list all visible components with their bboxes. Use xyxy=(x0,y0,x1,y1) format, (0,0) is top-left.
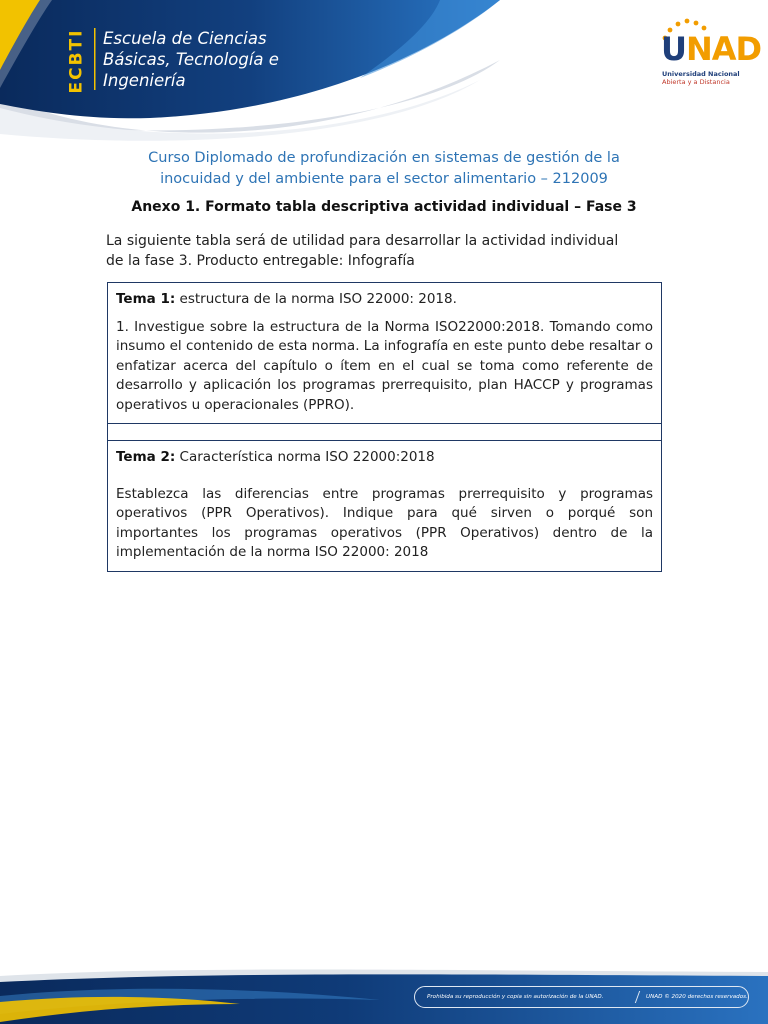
logo-subtitle-line-2: Abierta y a Distancia xyxy=(662,78,730,86)
footer-notice-pill xyxy=(414,986,749,1008)
annex-title: Anexo 1. Formato tabla descriptiva actividad individual – Fase 3 xyxy=(131,199,637,215)
unad-logo xyxy=(655,18,762,90)
course-title xyxy=(100,148,668,190)
logo-subtitle-line-1: Universidad Nacional xyxy=(662,70,740,78)
intro-line-2: de la fase 3. Producto entregable: Infografía xyxy=(106,253,415,269)
logo-subtitle xyxy=(662,70,740,86)
school-name-line-3: Ingeniería xyxy=(103,71,186,90)
topic-1-body: 1. Investigue sobre la estructura de la Norma ISO22000:2018. Tomando como insumo el contenido de esta norma. La infografía en este punto debe resaltar o enfatizar acerca del capítulo o ítem en el cual se toma como referente de desarrollo y aplicación los programas prerrequisito, plan HACCP y programas operativos u operacionales (PPRO). xyxy=(116,318,653,413)
school-name xyxy=(103,28,279,91)
topic-2-title: Característica norma ISO 22000:2018 xyxy=(175,449,435,465)
table-spacer-row xyxy=(108,423,661,440)
topic-cell-2 xyxy=(108,440,661,571)
topic-1-label: Tema 1: xyxy=(116,291,176,307)
topic-1-title: estructura de la norma ISO 22000: 2018. xyxy=(175,291,457,307)
topic-2-label: Tema 2: xyxy=(116,449,176,465)
topics-table xyxy=(107,282,662,572)
topic-2-body: Establezca las diferencias entre programas prerrequisito y programas operativos (PPR Operativos). Indique para qué sirven o porqué son importantes los programas operativos (PPR Operativos) dentro de la implementación de la norma ISO 22000: 2018 xyxy=(116,485,653,560)
page-header xyxy=(0,0,768,145)
topic-1-heading xyxy=(116,290,653,310)
ecbti-vertical-label: ECBTI xyxy=(66,28,86,94)
school-name-line-1: Escuela de Ciencias xyxy=(103,29,267,48)
course-title-line-1: Curso Diplomado de profundización en sistemas de gestión de la xyxy=(148,150,620,166)
logo-wordmark: UNAD xyxy=(661,30,762,68)
topic-2-heading xyxy=(116,448,653,468)
intro-paragraph xyxy=(106,231,662,271)
intro-line-1: La siguiente tabla será de utilidad para desarrollar la actividad individual xyxy=(106,233,619,249)
footer-copyright: UNAD © 2020 derechos reservados. xyxy=(646,994,748,1000)
topic-cell-1 xyxy=(108,283,661,423)
course-title-line-2: inocuidad y del ambiente para el sector alimentario – 212009 xyxy=(160,171,608,187)
footer-notice: Prohibida su reproducción y copia sin autorización de la UNAD. xyxy=(427,994,604,1000)
school-name-line-2: Básicas, Tecnología e xyxy=(103,50,279,69)
